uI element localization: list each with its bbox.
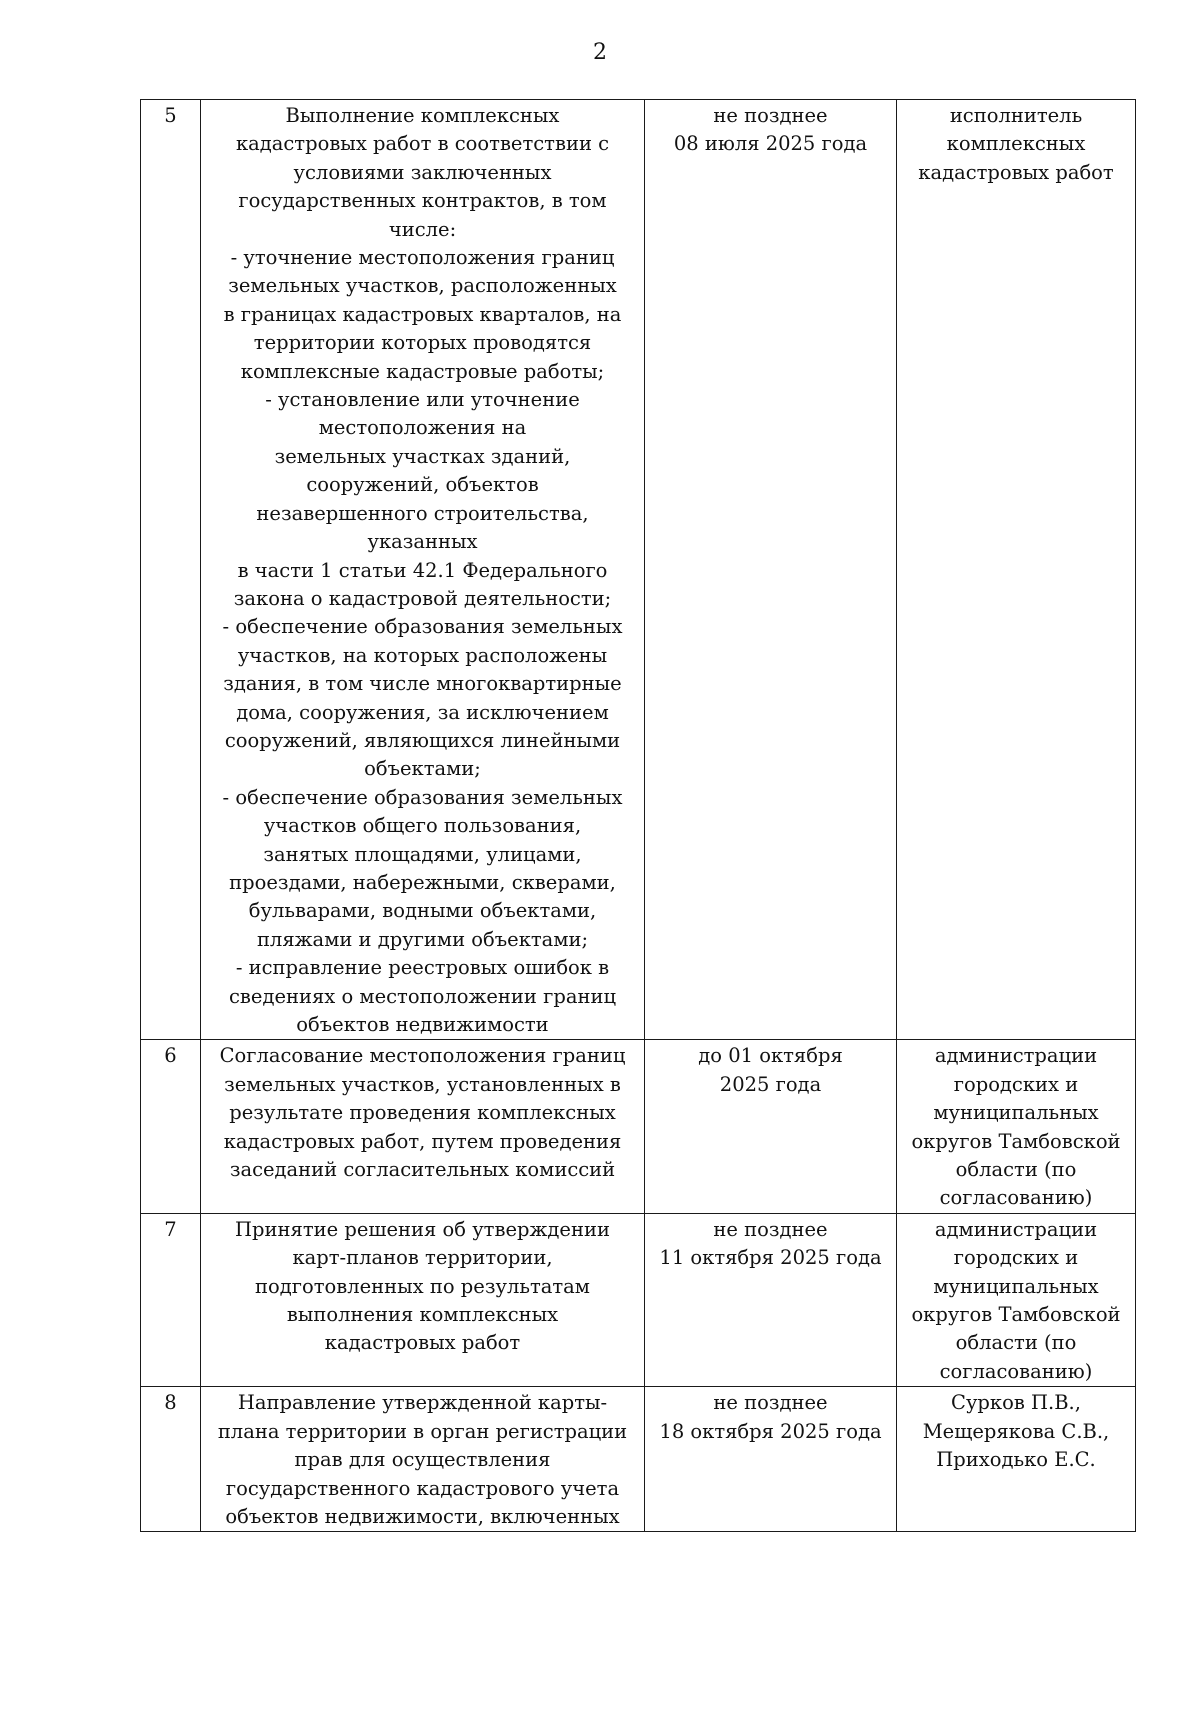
action-cell-line: заседаний согласительных комиссий [229, 1158, 616, 1182]
action-cell-line: дома, сооружения, за исключением [236, 700, 609, 724]
action-cell-line: бульварами, водными объектами, [248, 899, 597, 923]
action-cell-line: Согласование местоположения границ [219, 1044, 626, 1068]
action-cell-line: сооружений, являющихся линейными [224, 728, 621, 752]
action-cell-line: объектов недвижимости [296, 1013, 549, 1036]
action-cell-line: выполнения комплексных [286, 1303, 559, 1327]
term-cell [645, 1387, 897, 1532]
responsible-cell-line: Мещерякова С.В., [922, 1419, 1110, 1443]
responsible-cell-line: согласованию) [939, 1186, 1093, 1210]
action-cell-line: участков общего пользования, [263, 814, 582, 838]
row-number: 7 [141, 1213, 201, 1386]
action-cell-line: - обеспечение образования земельных [222, 615, 623, 639]
page-number: 2 [593, 40, 607, 65]
action-cell-line: в границах кадастровых кварталов, на [223, 302, 622, 326]
action-cell-line: Выполнение комплексных [285, 104, 560, 127]
responsible-cell-line: области (по [955, 1331, 1077, 1355]
responsible-cell-line: городских и [953, 1246, 1079, 1270]
responsible-cell-line: комплексных [946, 132, 1086, 156]
action-cell-line: объектов недвижимости, включенных [225, 1504, 620, 1528]
term-cell-line: не позднее [713, 1391, 828, 1415]
responsible-cell [897, 1213, 1136, 1386]
responsible-cell-line: Сурков П.В., [951, 1391, 1081, 1415]
term-cell-line: не позднее [713, 1217, 828, 1241]
action-cell [201, 1213, 645, 1386]
action-cell-line: местоположения на [318, 416, 527, 440]
responsible-cell-line: муниципальных [933, 1274, 1099, 1298]
action-cell [201, 1040, 645, 1213]
action-cell-line: комплексные кадастровые работы; [240, 359, 605, 383]
action-cell-line: земельных участках зданий, [274, 444, 571, 468]
responsible-cell [897, 1387, 1136, 1532]
action-cell-line: здания, в том числе многоквартирные [223, 672, 622, 696]
term-cell-line: не позднее [713, 104, 828, 127]
action-cell-line: условиями заключенных [293, 160, 552, 184]
action-cell-line: государственного кадастрового учета [225, 1476, 620, 1500]
responsible-cell-line: муниципальных [933, 1101, 1099, 1125]
row-number: 6 [141, 1040, 201, 1213]
action-cell-line: участков, на которых расположены [237, 643, 608, 667]
action-cell-line: Принятие решения об утверждении [235, 1217, 610, 1241]
responsible-cell-line: Приходько Е.С. [936, 1448, 1096, 1472]
responsible-cell [897, 100, 1136, 1040]
action-cell-line: земельных участков, расположенных [228, 274, 617, 298]
responsible-cell-line: городских и [953, 1072, 1079, 1096]
action-cell-line: объектами; [364, 757, 481, 781]
action-cell [201, 100, 645, 1040]
action-cell-line: пляжами и другими объектами; [256, 927, 589, 951]
action-cell-line: плана территории в орган регистрации [217, 1419, 628, 1443]
action-cell-line: кадастровых работ в соответствии с [235, 132, 610, 156]
responsible-cell-line: области (по [955, 1158, 1077, 1182]
action-plan-table [140, 99, 1136, 1532]
action-cell-line: подготовленных по результатам [255, 1274, 590, 1298]
action-cell-line: карт-планов территории, [292, 1246, 553, 1270]
action-cell-line: проездами, набережными, скверами, [229, 870, 616, 894]
action-cell-line: государственных контрактов, в том [238, 189, 607, 213]
responsible-cell-line: округов Тамбовской [911, 1129, 1121, 1153]
action-cell-line: - исправление реестровых ошибок в [235, 956, 610, 980]
term-cell-line: 11 октября 2025 года [659, 1246, 882, 1270]
action-cell-line: указанных [367, 530, 478, 554]
responsible-cell-line: исполнитель [949, 104, 1083, 127]
action-cell-line: - уточнение местоположения границ [230, 246, 615, 270]
row-number: 5 [141, 100, 201, 1040]
term-cell-line: 18 октября 2025 года [659, 1419, 882, 1443]
responsible-cell-line: кадастровых работ [918, 160, 1114, 184]
action-cell-line: прав для осуществления [294, 1448, 551, 1472]
action-cell-line: занятых площадями, улицами, [263, 842, 582, 866]
action-cell-line: сооружений, объектов [306, 473, 539, 497]
action-cell [201, 1387, 645, 1532]
responsible-cell-line: администрации [934, 1217, 1098, 1241]
action-cell-line: числе: [388, 217, 457, 241]
term-cell [645, 1040, 897, 1213]
action-cell-line: - установление или уточнение [265, 388, 580, 412]
action-cell-line: кадастровых работ [324, 1331, 521, 1355]
action-cell-line: результате проведения комплексных [229, 1101, 616, 1125]
action-cell-line: в части 1 статьи 42.1 Федерального [237, 558, 608, 582]
responsible-cell [897, 1040, 1136, 1213]
action-cell-line: Направление утвержденной карты- [237, 1391, 608, 1415]
term-cell [645, 100, 897, 1040]
action-cell-line: территории которых проводятся [253, 331, 592, 355]
action-cell-line: сведениях о местоположении границ [229, 984, 616, 1008]
action-cell-line: незавершенного строительства, [256, 501, 589, 525]
action-cell-line: земельных участков, установленных в [224, 1072, 621, 1096]
table-row [141, 1040, 1136, 1213]
term-cell [645, 1213, 897, 1386]
responsible-cell-line: округов Тамбовской [911, 1303, 1121, 1327]
row-number: 8 [141, 1387, 201, 1532]
table-body [141, 100, 1136, 1532]
action-cell-line: кадастровых работ, путем проведения [223, 1129, 622, 1153]
responsible-cell-line: согласованию) [939, 1359, 1093, 1383]
table-row [141, 1213, 1136, 1386]
responsible-cell-line: администрации [934, 1044, 1098, 1068]
action-cell-line: закона о кадастровой деятельности; [233, 586, 612, 610]
table-row [141, 100, 1136, 1040]
table-row [141, 1387, 1136, 1532]
action-cell-line: - обеспечение образования земельных [222, 785, 623, 809]
term-cell-line: 08 июля 2025 года [673, 132, 868, 156]
term-cell-line: 2025 года [719, 1072, 822, 1096]
term-cell-line: до 01 октября [698, 1044, 843, 1068]
